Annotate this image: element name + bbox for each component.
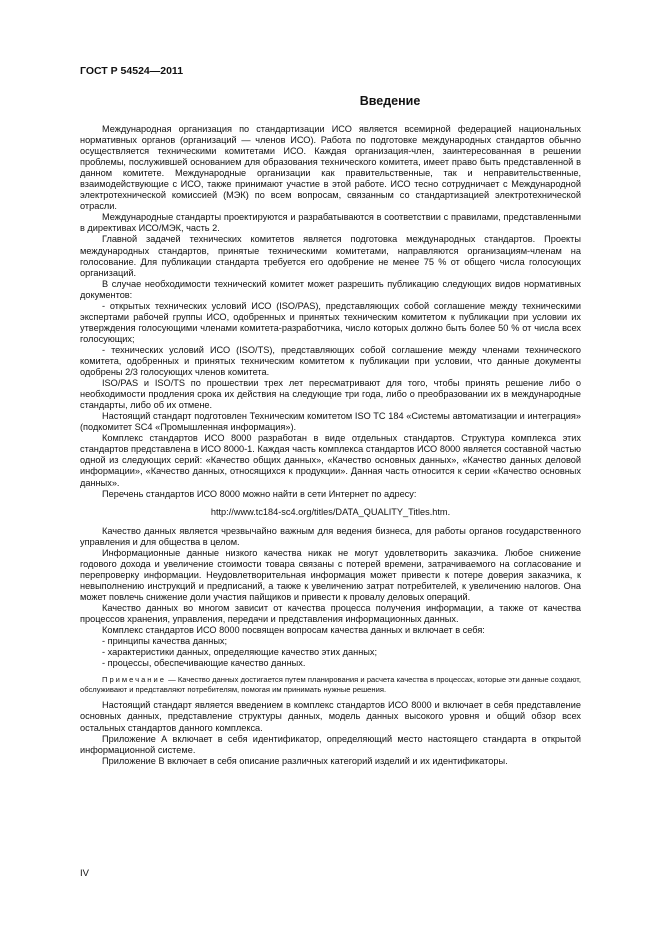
paragraph: В случае необходимости технический комитет может разрешить публикацию следующих видов нормативных документов: — [80, 278, 581, 300]
list-item: - характеристики данных, определяющие качество этих данных; — [102, 647, 378, 658]
document-body — [80, 124, 581, 767]
paragraph: Комплекс стандартов ИСО 8000 разработан в виде отдельных стандартов. Структура комплекса этих стандартов представлена в ИСО 8000-1. Каждая часть комплекса стандартов ИСО 8000 является составной частью одной из следующих серий: «Качество общих данных», «Качество основных данных», «Качество данных деловой информации», «Качество данных, относящихся к продукции». Данная часть относится к серии «Качество основных данных». — [80, 433, 581, 488]
paragraph: Качество данных во многом зависит от качества процесса получения информации, а также от качества процессов хранения, управления, передачи и представления информационных данных. — [80, 602, 581, 625]
paragraph: Информационные данные низкого качества никак не могут удовлетворить заказчика. Любое снижение годового дохода и увеличение стоимости товара связаны с потерей времени, затрачиваемого на согласование и перепроверку информации. Неудовлетворительная информация может привести к потере доверия заказчика, к невыполнению инструкций и предписаний, а также к увеличению затрат потребителей, к увеличению налогов. Она может повлечь снижение доли участия пайщиков и привести к провалу деловых операций. — [80, 547, 581, 602]
section-title: Введение — [359, 94, 421, 108]
note — [80, 675, 581, 694]
page-number: IV — [80, 868, 89, 879]
paragraph: Качество данных является чрезвычайно важным для ведения бизнеса, для работы органов государственного управления и для общества в целом. — [80, 525, 581, 547]
paragraph: Приложение А включает в себя идентификатор, определяющий место настоящего стандарта в открытой информационной системе. — [80, 733, 581, 755]
standards-url: http://www.tc184-sc4.org/titles/DATA_QUALITY_Titles.htm. — [210, 506, 451, 517]
paragraph: Главной задачей технических комитетов является подготовка международных стандартов. Проекты международных стандартов, принятые техническими комитетами, направляются организациям-членам на голосование. Для публикации стандарта требуется его одобрение не менее 75 % от общего числа голосующих организаций. — [80, 234, 581, 278]
note-text: — Качество данных достигается путем планирования и расчета качества в процессах, которые эти данные создают, обслуживают и представляют потребителям, помогая им принимать нужные решения. — [80, 675, 581, 694]
paragraph: Настоящий стандарт является введением в комплекс стандартов ИСО 8000 и включает в себя представление основных данных, представление структуры данных, модель данных высокого уровня и общий обзор всех остальных стандартов данного комплекса. — [80, 700, 581, 733]
paragraph: Комплекс стандартов ИСО 8000 посвящен вопросам качества данных и включает в себя: — [102, 625, 485, 636]
paragraph: Настоящий стандарт подготовлен Техническим комитетом ISO TC 184 «Системы автоматизации и интеграция» (подкомитет SC4 «Промышленная информация»). — [80, 411, 581, 433]
note-label: Примечание — [102, 675, 166, 685]
paragraph: ISO/PAS и ISO/TS по прошествии трех лет пересматривают для того, чтобы принять решение либо о необходимости продления срока их действия на следующие три года, либо о преобразовании их в международные стандарты, либо об их отмене. — [80, 378, 581, 411]
list-item: - процессы, обеспечивающие качество данных. — [102, 658, 306, 669]
list-item: - открытых технических условий ИСО (ISO/PAS), представляющих собой соглашение между техническими экспертами рабочей группы ИСО, одобренных и принятых техническим комитетом к публикации при условии их утверждения голосующими членами комитета-разработчика, число которых должно быть более 50 % от числа всех голосующих; — [80, 300, 581, 344]
paragraph: Перечень стандартов ИСО 8000 можно найти в сети Интернет по адресу: — [102, 488, 417, 499]
paragraph: Международные стандарты проектируются и разрабатываются в соответствии с правилами, представленными в директивах ИСО/МЭК, часть 2. — [80, 212, 581, 234]
document-header: ГОСТ Р 54524—2011 — [80, 65, 184, 77]
paragraph: Международная организация по стандартизации ИСО является всемирной федерацией национальных нормативных органов (организаций — членов ИСО). Работа по подготовке международных стандартов обычно осуществляется техническими комитетами ИСО. Каждая организация-член, заинтересованная в решении проблемы, послужившей основанием для образования технического комитета, имеет право быть представленной в данном комитете. Международные организации как правительственные, так и неправительственные, взаимодействующие с ИСО, также принимают участие в этой работе. ИСО тесно сотрудничает с Международной электротехнической комиссией (МЭК) по всем вопросам, связанным со стандартизацией электротехнической отрасли. — [80, 124, 581, 212]
paragraph: Приложение В включает в себя описание различных категорий изделий и их идентификаторы. — [102, 755, 508, 766]
list-item: - принципы качества данных; — [102, 636, 228, 647]
list-item: - технических условий ИСО (ISO/TS), представляющих собой соглашение между членами технического комитета, одобренных и принятых техническим комитетом к публикации при условии, что данные документы одобрены 2/3 голосующих членов комитета. — [80, 344, 581, 378]
